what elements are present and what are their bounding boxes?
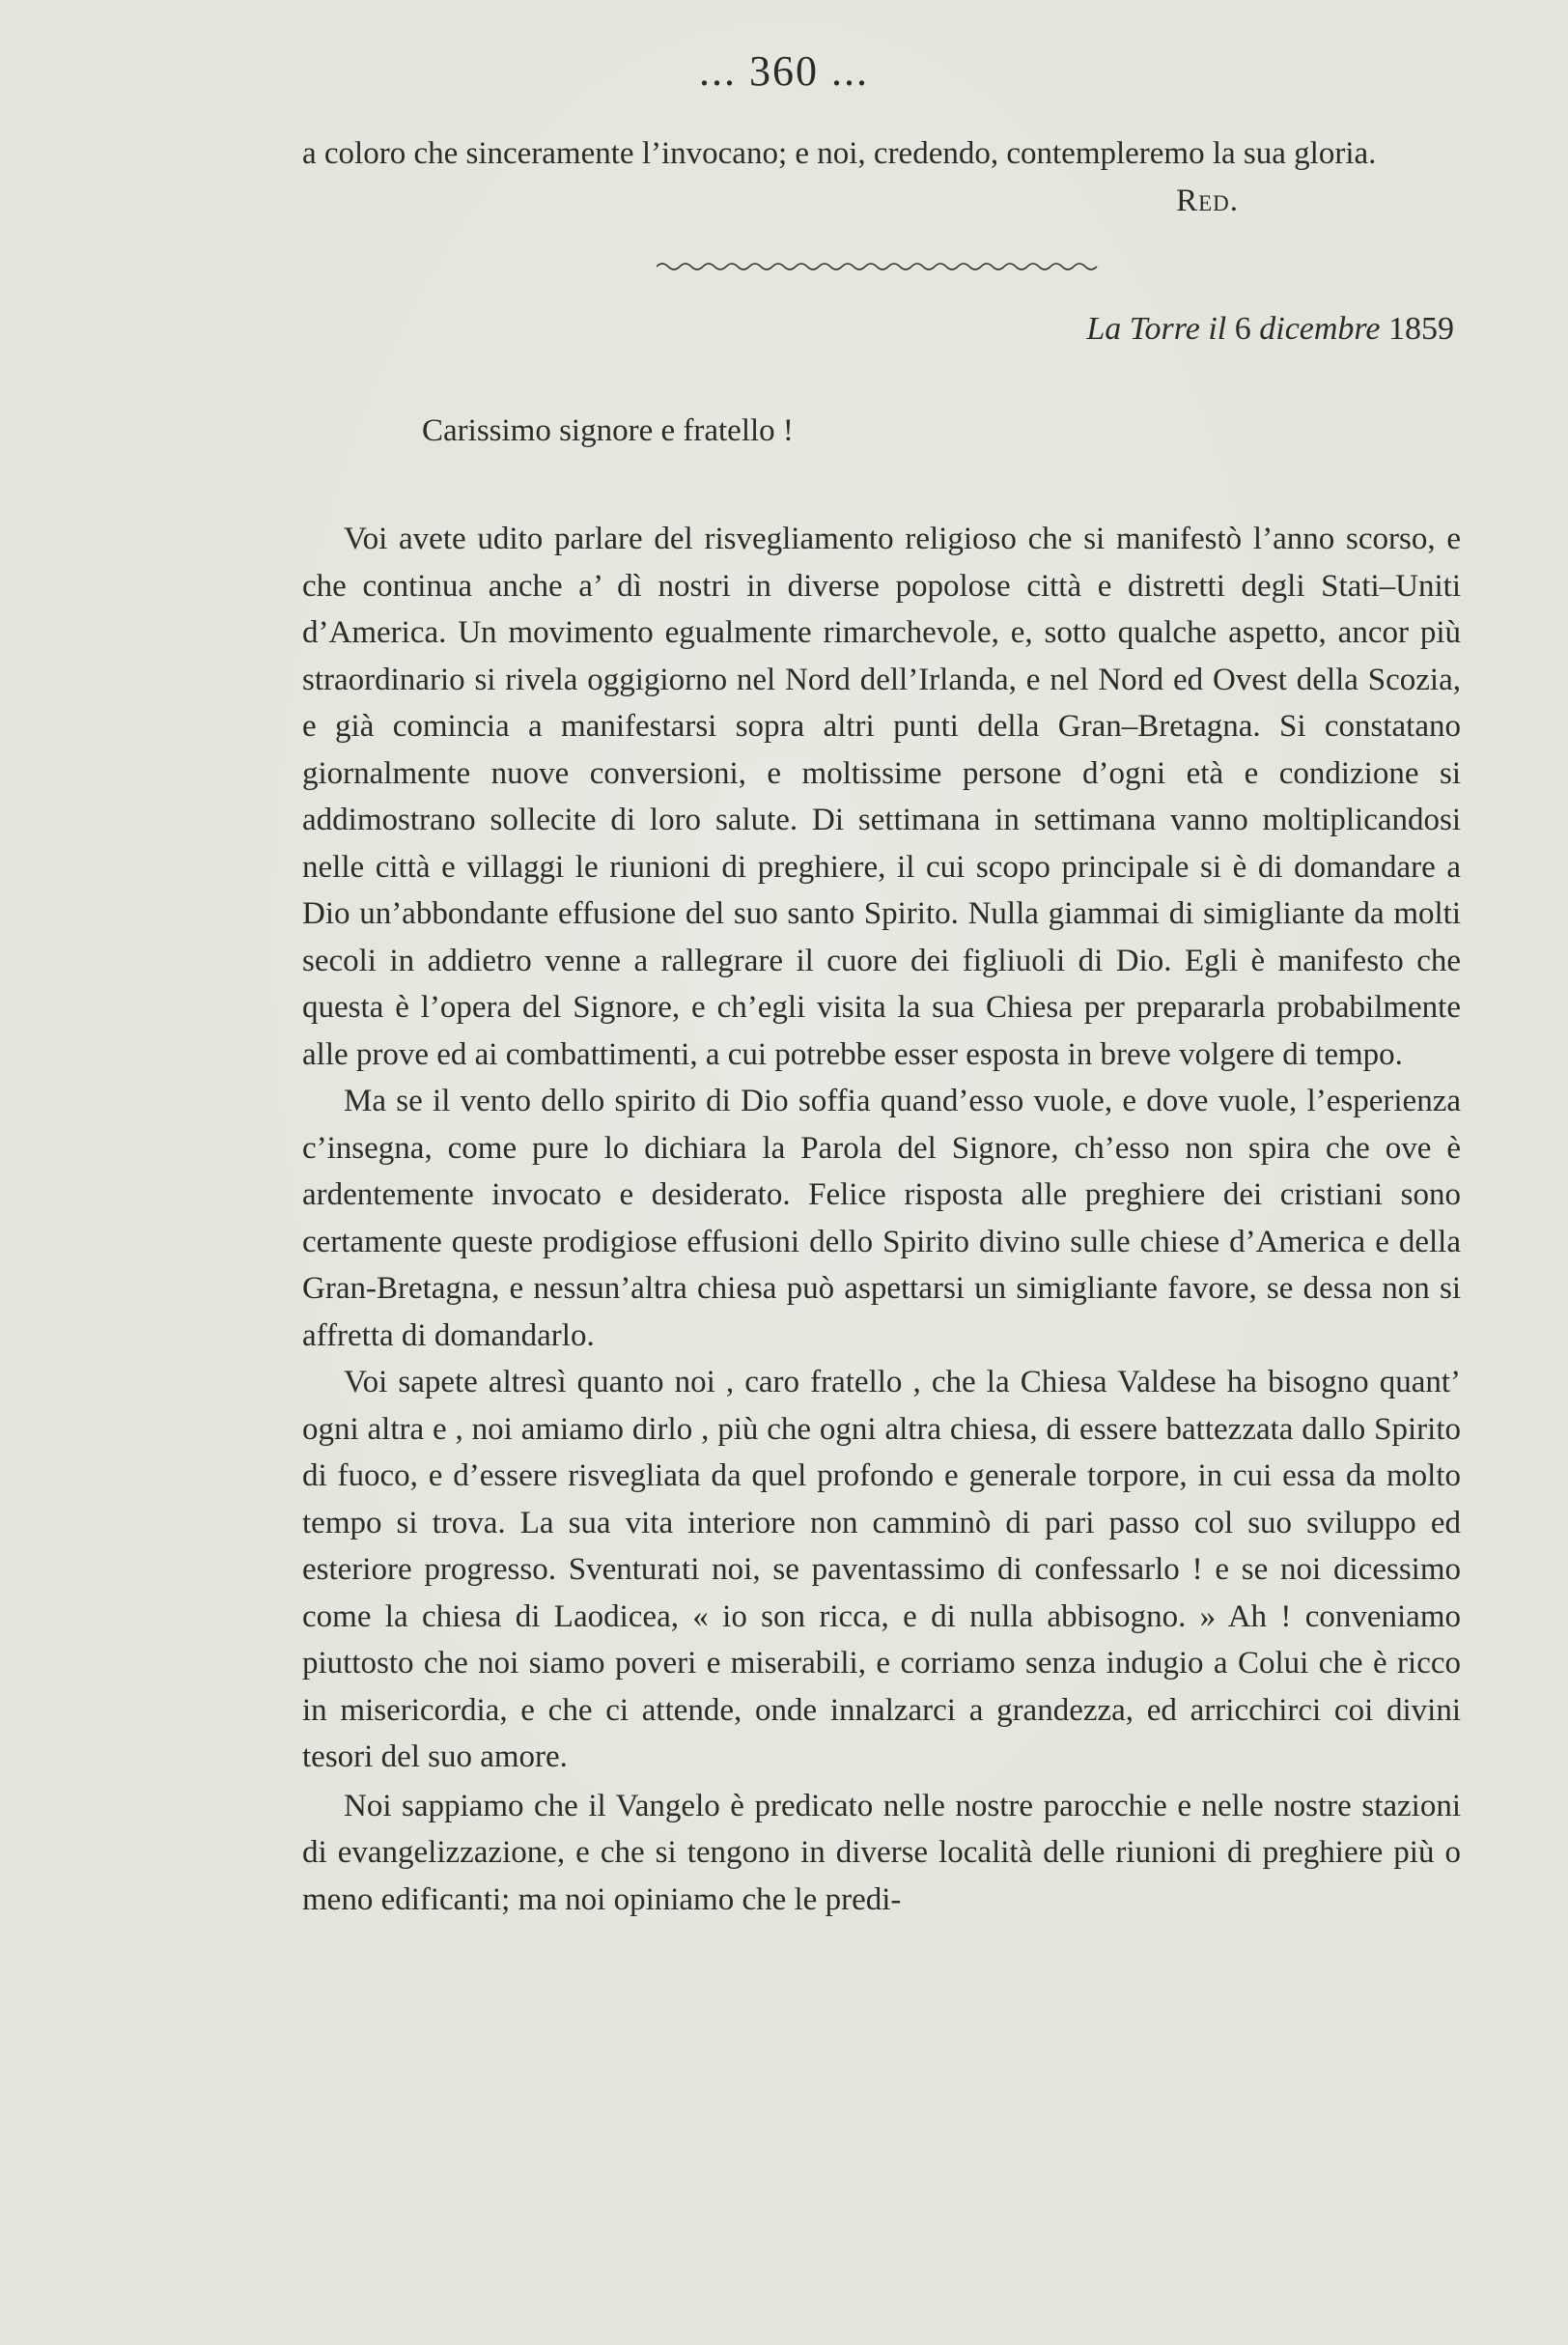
body-paragraph: Noi sappiamo che il Vangelo è predicato nelle nostre parocchie e nelle nostre stazioni di evangelizzazione, e che si tengono in diverse località delle riunioni di preghiere più o meno edificanti; ma noi opiniamo che le predi- xyxy=(302,1788,1461,1917)
intro-paragraph xyxy=(302,130,1461,224)
dateline-month: dicembre xyxy=(1259,311,1381,347)
intro-text: a coloro che sinceramente l’invocano; e noi, credendo, contempleremo la sua gloria. xyxy=(302,136,1377,171)
letter-body xyxy=(302,516,1461,1923)
page-number: ... 360 ... xyxy=(699,47,869,95)
dateline-year: 1859 xyxy=(1388,311,1454,347)
dateline-day: 6 xyxy=(1234,311,1251,347)
dateline-place: La Torre il xyxy=(1086,311,1227,347)
letter-salutation: Carissimo signore e fratello ! xyxy=(422,413,794,448)
body-paragraph: Voi avete udito parlare del risvegliamento religioso che si manifestò l’anno scorso, e che continua anche a’ dì nostri in diverse popolose città e distretti degli Stati–Uniti d’America. Un movimento egualmente rimarchevole, e, sotto qualche aspetto, ancor più straordinario si rivela oggigiorno nel Nord dell’Irlanda, e nel Nord ed Ovest della Scozia, e già comincia a manifestarsi sopra altri punti della Gran–Bretagna. Si constatano giornalmente nuove conversioni, e moltissime persone d’ogni età e condizione si addimostrano sollecite di loro salute. Di settimana in settimana vanno moltiplicandosi nelle città e villaggi le riunioni di preghiere, il cui scopo principale si è di domandare a Dio un’abbondante effusione del suo santo Spirito. Nulla giammai di simigliante da molti secoli in addietro venne a rallegrare il cuore dei figliuoli di Dio. Egli è manifesto che questa è l’opera del Signore, e ch’egli visita la sua Chiesa per prepararla probabilmente alle prove ed ai combattimenti, a cui potrebbe esser esposta in breve volgere di tempo. xyxy=(302,522,1461,1072)
letter-dateline xyxy=(1086,311,1454,348)
editor-signature: Red. xyxy=(1176,183,1239,218)
body-paragraph: Voi sapete altresì quanto noi , caro fratello , che la Chiesa Valdese ha bisogno quant’ ogni altra e , noi amiamo dirlo , più che ogni altra chiesa, di essere battezzata dallo Spirito di fuoco, e d’essere risvegliata da quel profondo e generale torpore, in cui essa da molto tempo si trova. La sua vita interiore non camminò di pari passo col suo sviluppo ed esteriore progresso. Sventurati noi, se paventassimo di confessarlo ! e se noi dicessimo come la chiesa di Laodicea, « io son ricca, e di nulla abbisogno. » Ah ! conveniamo piuttosto che noi siamo poveri e miserabili, e corriamo senza indugio a Colui che è ricco in misericordia, e che ci attende, onde innalzarci a grandezza, ed arricchirci coi divini tesori del suo amore. xyxy=(302,1365,1461,1774)
wavy-divider-ornament xyxy=(657,259,1101,274)
body-paragraph: Ma se il vento dello spirito di Dio soffia quand’esso vuole, e dove vuole, l’esperienza c’insegna, come pure lo dichiara la Parola del Signore, ch’esso non spira che ove è ardentemente invocato e desiderato. Felice risposta alle preghiere dei cristiani sono certamente queste prodigiose effusioni dello Spirito divino sulle chiese d’America e della Gran-Bretagna, e nessun’altra chiesa può aspettarsi un simigliante favore, se dessa non si affretta di domandarlo. xyxy=(302,1084,1461,1353)
